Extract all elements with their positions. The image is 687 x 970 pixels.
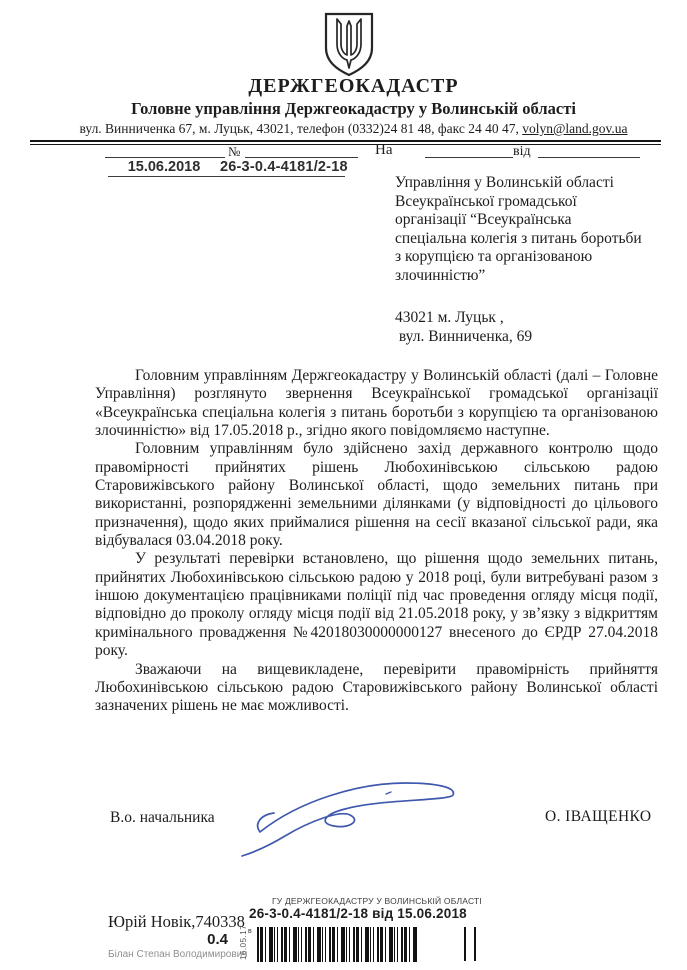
blank-line xyxy=(538,157,640,158)
recipient-line: злочинністю” xyxy=(395,266,486,284)
body-paragraph: Головним управлінням було здійснено захід державного контролю щодо правомірності прийнятих рішень Любохинівською сільською радою Старовижівського району Волинської області, щодо земельних питань при використанні, розпорядженні земельними ділянками (у відповідності до цільового призначення), щодо яких приймалися рішення на сесії вказаної сільської ради, яка відбувалася 03.04.2018 року. xyxy=(95,440,658,550)
registry-reference: 26-3-0.4-4181/2-18 від 15.06.2018 xyxy=(249,906,467,921)
letter-date: 15.06.2018 xyxy=(127,159,201,175)
executor-full-name: Білан Степан Володимирович xyxy=(108,949,248,960)
letterhead-address xyxy=(10,121,687,137)
recipient-address xyxy=(395,308,665,346)
recipient-address-line: 43021 м. Луцьк , xyxy=(395,309,504,326)
body-paragraph: Головним управлінням Держгеокадастру у Волинській області (далі – Головне Управління) розглянуто звернення Всеукраїнської громадської організації «Всеукраїнська спеціальна колегія з питань боротьби з корупцією та організованою злочинністю» від 17.05.2018 р., згідно якого повідомляємо наступне. xyxy=(95,367,658,440)
handwritten-signature xyxy=(230,770,470,860)
na-label: На xyxy=(375,142,393,158)
department-name: Головне управління Держгеокадастру у Волинській області xyxy=(131,99,576,118)
executor-name: Юрій Новік,740338 xyxy=(108,912,245,931)
reference-values xyxy=(108,159,358,175)
recipient-line: з корупцією та організованою xyxy=(395,248,593,266)
registry-org-label: ГУ ДЕРЖГЕОКАДАСТРУ У ВОЛИНСЬКІЙ ОБЛАСТІ xyxy=(272,896,482,906)
signer-title: В.о. начальника xyxy=(110,809,215,826)
letterhead-divider xyxy=(30,140,661,145)
recipient-address-line: вул. Винниченка, 69 xyxy=(395,328,533,345)
blank-line xyxy=(105,157,225,158)
recipient-block xyxy=(395,174,665,286)
executor-code: 0.4 xyxy=(207,931,228,948)
recipient-line: Управління у Волинській області xyxy=(395,174,614,191)
number-label: № xyxy=(228,144,241,159)
letter-number: 26-3-0.4-4181/2-18 xyxy=(220,159,348,175)
org-name: ДЕРЖГЕОКАДАСТР xyxy=(248,75,459,97)
blank-line xyxy=(108,176,345,177)
ukraine-trident-emblem-icon xyxy=(320,11,378,78)
barcode-prefix: в xyxy=(248,928,252,935)
blank-line xyxy=(425,157,513,158)
blank-line xyxy=(245,157,358,158)
email-link: volyn@land.gov.ua xyxy=(522,121,628,136)
body-paragraph: Зважаючи на вищевикладене, перевірити правомірність прийняття Любохинівською сільською радою Старовижівського району Волинської області зазначених рішень не має можливості. xyxy=(95,660,658,715)
recipient-line: спеціальна колегія з питань боротьби xyxy=(395,229,642,247)
recipient-line: організації “Всеукраїнська xyxy=(395,211,572,229)
registration-barcode xyxy=(257,927,417,962)
signer-name: О. ІВАЩЕНКО xyxy=(545,808,652,825)
letter-body xyxy=(95,367,658,716)
address-text: вул. Винниченка 67, м. Луцьк, 43021, телефон (0332)24 81 48, факс 24 40 47, xyxy=(79,121,523,136)
body-paragraph: У результаті перевірки встановлено, що рішення щодо земельних питань, прийнятих Любохинівською сільською радою у 2018 році, були витребувані разом з іншою документацією працівниками поліції під час проведення огляду місця події, відповідно до проколу огляду місця події від 21.05.2018 року, у зв’язку з відкриттям кримінального провадження №42018030000000127 внесеного до ЄРДР 27.04.2018 року. xyxy=(95,550,658,660)
rotated-timestamp: 16.05.17 xyxy=(239,924,248,960)
recipient-line: Всеукраїнської громадської xyxy=(395,192,577,210)
vid-label: від xyxy=(513,144,531,159)
barcode-end-bars xyxy=(464,927,476,961)
